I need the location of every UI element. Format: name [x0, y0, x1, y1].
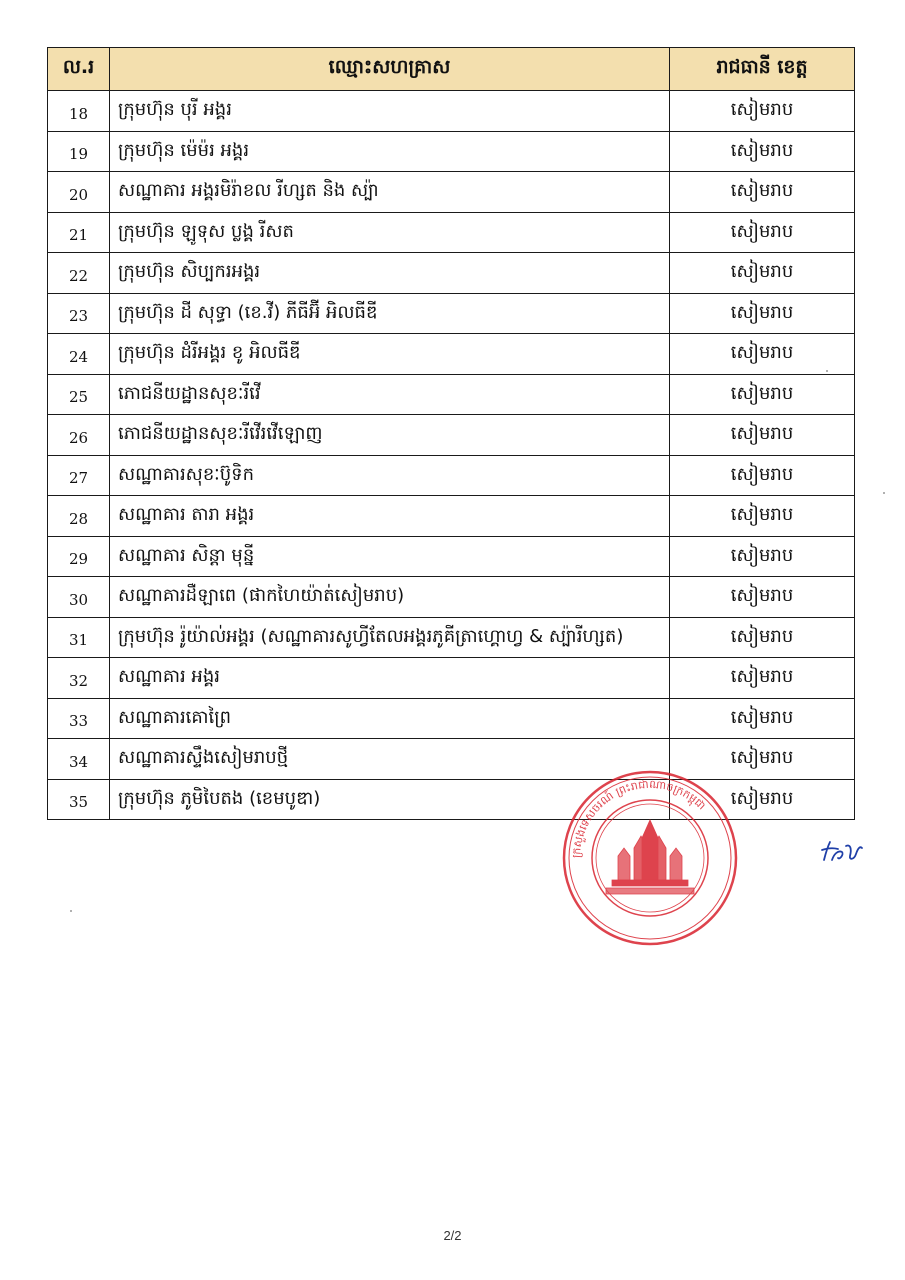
row-number: 25 [48, 374, 110, 415]
scan-speck [826, 370, 828, 372]
table-row [48, 131, 855, 172]
row-number: 35 [48, 779, 110, 820]
enterprise-table [47, 47, 855, 820]
enterprise-name: សណ្ឋាគារ អង្គរ [110, 658, 670, 699]
handwritten-initials [818, 836, 864, 866]
province-name: សៀមរាប [670, 455, 855, 496]
province-name: សៀមរាប [670, 212, 855, 253]
row-number: 31 [48, 617, 110, 658]
province-name: សៀមរាប [670, 496, 855, 537]
scan-speck [883, 492, 885, 494]
province-name: សៀមរាប [670, 617, 855, 658]
row-number: 20 [48, 172, 110, 213]
row-number: 21 [48, 212, 110, 253]
table-row [48, 374, 855, 415]
row-number: 33 [48, 698, 110, 739]
table-row [48, 536, 855, 577]
province-name: សៀមរាប [670, 374, 855, 415]
table-body [48, 91, 855, 820]
enterprise-name: សណ្ឋាគារស្ទឹងសៀមរាបថ្មី [110, 739, 670, 780]
enterprise-name: សណ្ឋាគារសុខៈប៊ូទិក [110, 455, 670, 496]
enterprise-name: សណ្ឋាគារ អង្គរមិរ៉ាខល រីហ្សត និង ស្ប៉ា [110, 172, 670, 213]
enterprise-name: ក្រុមហ៊ុន រ៉ូយ៉ាល់អង្គរ (សណ្ឋាគារសូហ្វីតែលអង្គរភូគីត្រាហ្គោហ្វ & ស្ប៉ារីហ្សត) [110, 617, 670, 658]
page-number: 2/2 [443, 1228, 462, 1243]
row-number: 24 [48, 334, 110, 375]
table-row [48, 658, 855, 699]
enterprise-name: ភោជនីយដ្ឋានសុខៈរីវើរវើឡោញ [110, 415, 670, 456]
enterprise-name: ក្រុមហ៊ុន ភូមិបៃតង (ខេមបូឌា) [110, 779, 670, 820]
province-name: សៀមរាប [670, 293, 855, 334]
table-header-row [48, 48, 855, 91]
row-number: 30 [48, 577, 110, 618]
enterprise-name: ក្រុមហ៊ុន បុរី អង្គរ [110, 91, 670, 132]
enterprise-name: សណ្ឋាគារដឺឡាពេ (ផាកហៃយ៉ាត់សៀមរាប) [110, 577, 670, 618]
enterprise-name: ក្រុមហ៊ុន ម៉េម៉រ អង្គរ [110, 131, 670, 172]
row-number: 28 [48, 496, 110, 537]
table-row [48, 415, 855, 456]
enterprise-name: ក្រុមហ៊ុន ឡូទុស ប្លង្គ រីសត [110, 212, 670, 253]
province-name: សៀមរាប [670, 334, 855, 375]
province-name: សៀមរាប [670, 415, 855, 456]
province-name: សៀមរាប [670, 91, 855, 132]
row-number: 32 [48, 658, 110, 699]
table-row [48, 253, 855, 294]
seal-ring-text: ក្រសួងទេសចរណ៍ ព្រះរាជាណាចក្រកម្ពុជា [569, 777, 709, 859]
province-name: សៀមរាប [670, 172, 855, 213]
enterprise-name: សណ្ឋាគារគោព្រៃ [110, 698, 670, 739]
row-number: 23 [48, 293, 110, 334]
province-name: សៀមរាប [670, 779, 855, 820]
row-number: 29 [48, 536, 110, 577]
province-name: សៀមរាប [670, 698, 855, 739]
table-row [48, 617, 855, 658]
table-row [48, 334, 855, 375]
enterprise-name: ក្រុមហ៊ុន ដំរីអង្គរ ខូ អិលធីឌី [110, 334, 670, 375]
enterprise-name: ភោជនីយដ្ឋានសុខៈរីវើ [110, 374, 670, 415]
row-number: 18 [48, 91, 110, 132]
province-name: សៀមរាប [670, 658, 855, 699]
enterprise-name: ក្រុមហ៊ុន សិប្បករអង្គរ [110, 253, 670, 294]
header-enterprise-name: ឈ្មោះសហគ្រាស [110, 48, 670, 91]
table-row [48, 577, 855, 618]
province-name: សៀមរាប [670, 739, 855, 780]
table-row [48, 455, 855, 496]
province-name: សៀមរាប [670, 577, 855, 618]
scan-speck [70, 910, 72, 912]
row-number: 27 [48, 455, 110, 496]
header-number: ល.រ [48, 48, 110, 91]
enterprise-name: ក្រុមហ៊ុន ដី សុទ្ធា (ខេ.វី) ភីធីអ៊ី អិលធីឌី [110, 293, 670, 334]
table-row [48, 293, 855, 334]
row-number: 34 [48, 739, 110, 780]
enterprise-name: សណ្ឋាគារ តារា អង្គរ [110, 496, 670, 537]
table-row [48, 91, 855, 132]
table-row [48, 172, 855, 213]
province-name: សៀមរាប [670, 131, 855, 172]
table-row [48, 698, 855, 739]
table-row [48, 496, 855, 537]
enterprise-name: សណ្ឋាគារ សិន្តា មុន្នី [110, 536, 670, 577]
row-number: 19 [48, 131, 110, 172]
province-name: សៀមរាប [670, 536, 855, 577]
ministry-seal [560, 768, 740, 948]
header-province: រាជធានី ខេត្ត [670, 48, 855, 91]
row-number: 26 [48, 415, 110, 456]
row-number: 22 [48, 253, 110, 294]
province-name: សៀមរាប [670, 253, 855, 294]
table-row [48, 212, 855, 253]
